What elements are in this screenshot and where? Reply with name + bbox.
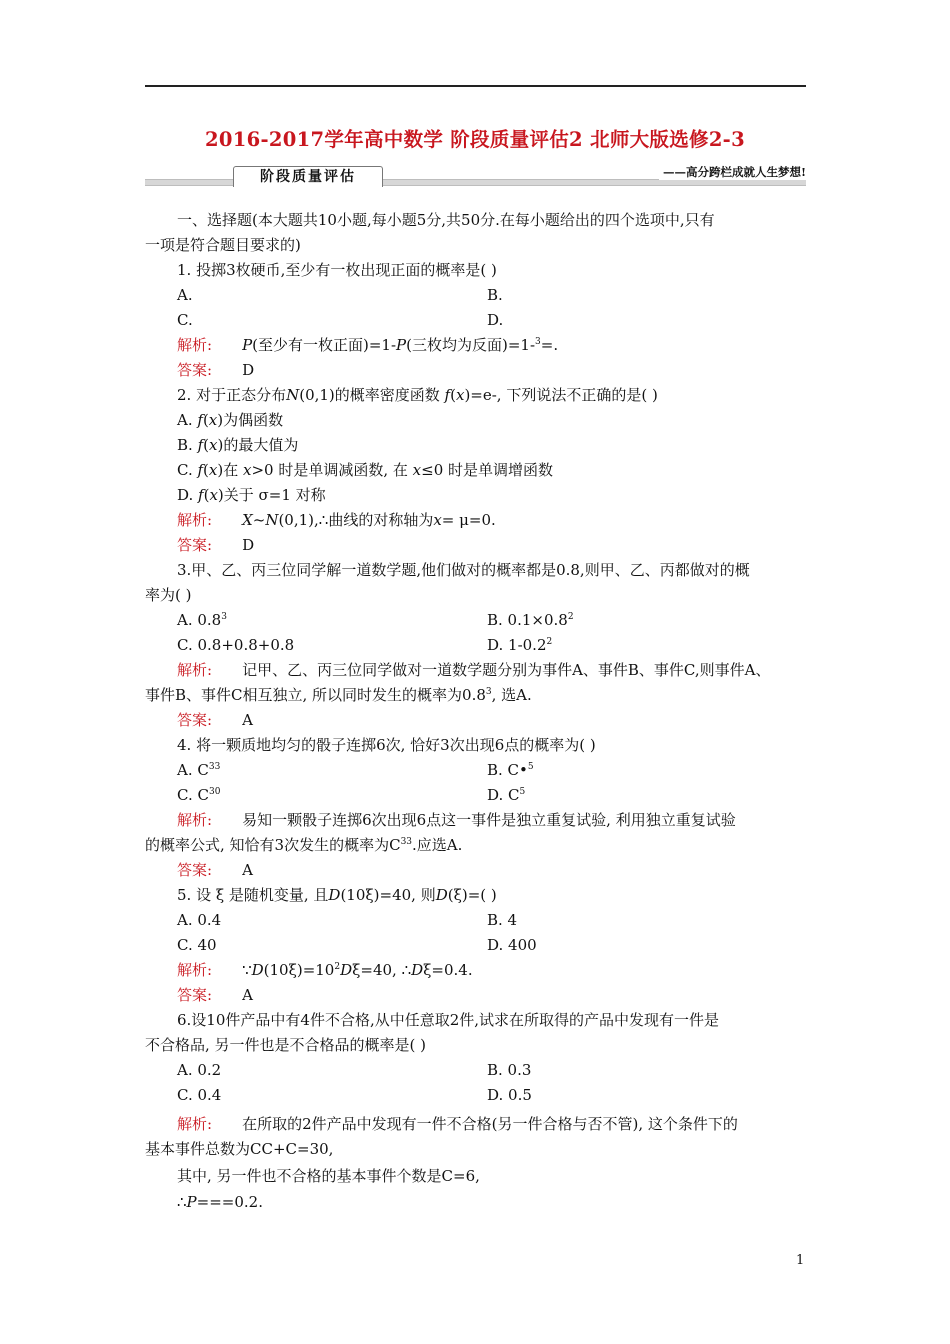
banner-motto: ——高分跨栏成就人生梦想!: [659, 164, 806, 180]
top-rule: [145, 85, 806, 87]
solution-label: 解析:: [177, 811, 213, 829]
q3-stem-line2: 率为( ): [145, 586, 192, 604]
q4-sol-text2: 的概率公式, 知恰有3次发生的概率为C: [145, 836, 401, 854]
section-heading-line2: 一项是符合题目要求的): [145, 236, 301, 254]
banner: [145, 166, 806, 188]
answer-label: 答案:: [177, 861, 213, 879]
q2-sol-tilde: ~: [252, 511, 266, 529]
q3-sol-text1: 记甲、乙、丙三位同学做对一道数学题分别为事件A、事件B、事件C,则事件A、: [242, 661, 771, 679]
section-heading-line1: 一、选择题(本大题共10小题,每小题5分,共50分.在每小题给出的四个选项中,只有: [177, 211, 715, 229]
q3-answer: [145, 708, 838, 733]
q6-sol-text1: 在所取的2件产品中发现有一件不合格(另一件合格与否不管), 这个条件下的: [242, 1115, 738, 1133]
q5-stem-t2: (10ξ)=40, 则: [340, 886, 436, 904]
q6-solution-line2: 基本事件总数为CC+C=30,: [145, 1140, 334, 1158]
q4-answer-value: A: [242, 861, 253, 879]
q3-option-a-exp: 3: [221, 612, 227, 622]
q2-stem-f: f: [444, 386, 451, 404]
q2-stem-t1: 2. 对于正态分布: [177, 386, 287, 404]
q2-option-a-text: 为偶函数: [223, 411, 284, 429]
q3-options-row1: [145, 608, 838, 633]
q3-option-c: C. 0.8+0.8+0.8: [177, 636, 295, 654]
solution-label: 解析:: [177, 336, 213, 354]
q4-sol-text1: 易知一颗骰子连掷6次出现6点这一事件是独立重复试验, 利用独立重复试验: [242, 811, 736, 829]
q4-solution-line1: [145, 808, 838, 833]
q6-option-a: A. 0.2: [177, 1061, 222, 1079]
solution-label: 解析:: [177, 961, 213, 979]
solution-label: 解析:: [177, 661, 213, 679]
q5-stem: [145, 883, 838, 908]
document-title: 2016-2017学年高中数学 阶段质量评估2 北师大版选修2-3: [205, 128, 745, 151]
q6-option-d: D. 0.5: [487, 1086, 532, 1104]
q2-option-b-text: 的最大值为: [223, 436, 299, 454]
q2-sol-t2: = μ=0.: [441, 511, 496, 529]
q2-option-b: B. f(x)的最大值为: [177, 436, 299, 454]
q3-option-a-text: A. 0.8: [177, 611, 222, 629]
q5-answer-value: A: [242, 986, 253, 1004]
q4-solution-line2: [145, 833, 806, 858]
q4-option-b-text: B. C•: [487, 761, 528, 779]
q1-option-a: A.: [177, 286, 193, 304]
q4-option-a: [177, 761, 220, 779]
q4-option-b: [487, 758, 534, 783]
q2-stem-paren: (: [450, 386, 456, 404]
q4-sol-exp: 33: [400, 837, 413, 847]
q5-option-d: D. 400: [487, 936, 537, 954]
q5-sol-t1: (10ξ)=10: [263, 961, 335, 979]
q3-option-b-text: B. 0.1×0.8: [487, 611, 568, 629]
banner-tab: 阶段质量评估: [233, 166, 383, 187]
q2-option-c-t2: >0 时是单调减函数, 在: [251, 461, 413, 479]
q4-option-d-text: D. C: [487, 786, 520, 804]
q5-sol-exp: 2: [334, 962, 341, 972]
q4-option-d: [487, 783, 525, 808]
answer-label: 答案:: [177, 536, 213, 554]
solution-label: 解析:: [177, 1115, 213, 1133]
q5-stem-t1: 5. 设 ξ 是随机变量, 且: [177, 886, 329, 904]
q5-sol-t2: ξ=40, ∴: [352, 961, 412, 979]
q2-option-a: A. f(x)为偶函数: [177, 411, 284, 429]
q2-stem-n: N: [286, 386, 300, 404]
q3-option-d-exp: 2: [546, 637, 553, 647]
q1-sol-var: P: [242, 336, 253, 354]
q4-option-a-text: A. C: [177, 761, 209, 779]
q3-sol-text3: , 选A.: [491, 686, 532, 704]
q3-option-b-exp: 2: [567, 612, 574, 622]
q4-option-d-exp: 5: [519, 787, 526, 797]
q5-options-row2: [145, 933, 838, 958]
q4-options-row2: [145, 783, 838, 808]
q2-sol-x: X: [242, 511, 253, 529]
q6-options-row1: [145, 1058, 838, 1083]
q6-sol-p: P: [186, 1193, 197, 1211]
q1-option-b: B.: [487, 286, 503, 304]
q2-stem-x: x: [455, 386, 465, 404]
q1-sol-text1: (至少有一枚正面)=1-: [252, 336, 397, 354]
q2-sol-n: N: [265, 511, 279, 529]
q4-option-b-exp: 5: [527, 762, 534, 772]
q6-option-b: B. 0.3: [487, 1061, 532, 1079]
q3-option-a: [177, 611, 227, 629]
q4-answer: [145, 858, 838, 883]
q4-sol-text3: .应选A.: [412, 836, 463, 854]
q5-option-a: A. 0.4: [177, 911, 222, 929]
q2-stem-t2: (0,1)的概率密度函数: [299, 386, 445, 404]
q3-options-row2: [145, 633, 838, 658]
q3-stem-line1: 3.甲、乙、丙三位同学解一道数学题,他们做对的概率都是0.8,则甲、乙、丙都做对的概: [177, 561, 750, 579]
q6-stem-line2: 不合格品, 另一件也是不合格品的概率是( ): [145, 1036, 427, 1054]
q1-stem: 1. 投掷3枚硬币,至少有一枚出现正面的概率是( ): [177, 261, 497, 279]
q5-options-row1: [145, 908, 838, 933]
q6-solution-line3: 其中, 另一件也不合格的基本事件个数是C=6,: [177, 1167, 480, 1185]
q2-option-d: D. f(x)关于 σ=1 对称: [177, 486, 326, 504]
q4-option-c-exp: 30: [208, 787, 221, 797]
q2-sol-t1: (0,1),∴曲线的对称轴为: [278, 511, 434, 529]
q3-sol-exp: 3: [485, 687, 492, 697]
q5-sol-d: D: [251, 961, 264, 979]
q3-solution-line2: [145, 683, 806, 708]
answer-label: 答案:: [177, 711, 213, 729]
q1-sol-text2: (三枚均为反面)=1-: [406, 336, 536, 354]
q3-option-d-text: D. 1-0.2: [487, 636, 547, 654]
q1-answer: [145, 358, 838, 383]
q3-option-b: [487, 608, 574, 633]
q5-sol-d2: D: [340, 961, 353, 979]
q5-stem-d: D: [328, 886, 341, 904]
q1-option-c: C.: [177, 311, 193, 329]
q5-stem-t3: (ξ)=( ): [447, 886, 497, 904]
solution-label: 解析:: [177, 511, 213, 529]
q1-solution: [145, 333, 838, 358]
q6-option-c: C. 0.4: [177, 1086, 222, 1104]
q1-options-row2: [145, 308, 838, 333]
q5-answer: [145, 983, 838, 1008]
q4-options-row1: [145, 758, 838, 783]
q2-option-c-t3: ≤0 时是单调增函数: [421, 461, 554, 479]
q4-option-c: [177, 786, 220, 804]
q1-options-row1: [145, 283, 838, 308]
q3-solution-line1: [145, 658, 838, 683]
q3-option-d: [487, 633, 552, 658]
q4-stem: 4. 将一颗质地均匀的骰子连掷6次, 恰好3次出现6点的概率为( ): [177, 736, 596, 754]
q2-stem-t3: )=e-, 下列说法不正确的是( ): [464, 386, 658, 404]
q2-solution: [145, 508, 838, 533]
q2-sol-x2: x: [433, 511, 442, 529]
q6-sol-therefore: ∴: [177, 1193, 187, 1211]
q2-answer-value: D: [242, 536, 255, 554]
answer-label: 答案:: [177, 361, 213, 379]
q1-sol-exp: 3: [535, 337, 541, 347]
q4-option-a-exp: 33: [208, 762, 221, 772]
page-number: 1: [796, 1253, 805, 1268]
q1-sol-var2: P: [396, 336, 407, 354]
q2-option-c: C. f(x)在 x>0 时是单调减函数, 在 x≤0 时是单调增函数: [177, 461, 554, 479]
q6-solution-line1: [145, 1112, 838, 1137]
q5-option-c: C. 40: [177, 936, 217, 954]
answer-label: 答案:: [177, 986, 213, 1004]
q4-option-c-text: C. C: [177, 786, 209, 804]
q6-options-row2: [145, 1083, 838, 1108]
q5-stem-d2: D: [435, 886, 448, 904]
q5-solution: [145, 958, 838, 983]
q5-sol-d3: D: [411, 961, 424, 979]
q6-solution-line4: [145, 1190, 838, 1215]
q6-sol-result: ===0.2.: [196, 1193, 263, 1211]
q5-sol-t3: ξ=0.4.: [423, 961, 473, 979]
q1-sol-text3: =.: [540, 336, 559, 354]
q5-sol-because: ∵: [242, 961, 252, 979]
q2-answer: [145, 533, 838, 558]
q2-stem: [145, 383, 838, 408]
q3-sol-text2: 事件B、事件C相互独立, 所以同时发生的概率为0.8: [145, 686, 486, 704]
q5-option-b: B. 4: [487, 911, 518, 929]
q1-answer-value: D: [242, 361, 255, 379]
q2-option-c-t1: 在: [223, 461, 244, 479]
q1-option-d: D.: [487, 311, 504, 329]
q2-option-d-text: 关于 σ=1 对称: [223, 486, 326, 504]
q3-answer-value: A: [242, 711, 253, 729]
q6-stem-line1: 6.设10件产品中有4件不合格,从中任意取2件,试求在所取得的产品中发现有一件是: [177, 1011, 720, 1029]
